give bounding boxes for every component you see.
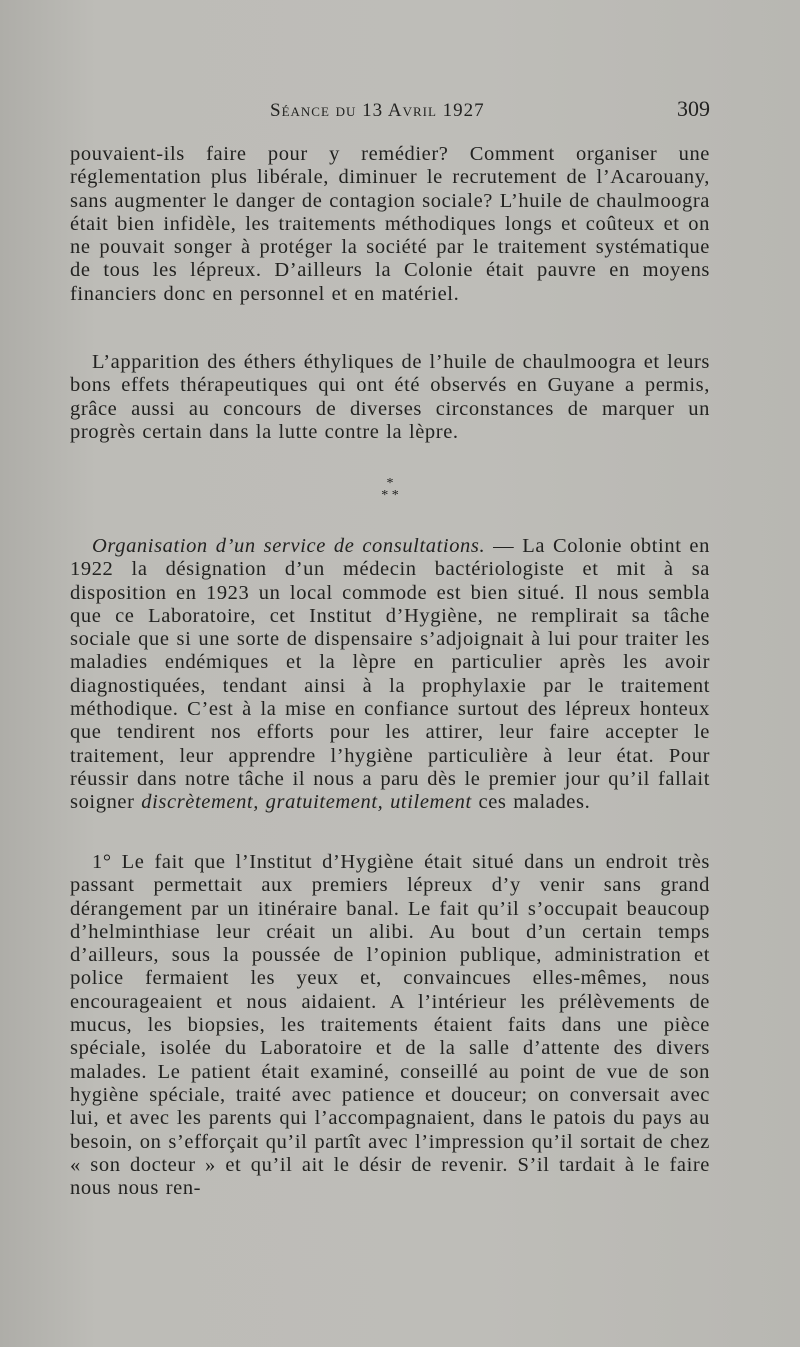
paragraph-body: — La Colonie obtint en 1922 la désignation d’un médecin bactériologiste et mit à sa disposition en 1923 un local commode est bien situé. Il nous sembla que ce Laboratoire, cet Institut d’Hygiène, ne remplirait sa tâche sociale que si une sorte de dispensaire s’adjoignait à lui pour traiter les maladies endémiques et la lèpre en particulier après les avoir diagnostiquées, tendant ainsi à la prophylaxie par le traitement méthodique. C’est à la mise en confiance surtout des lépreux honteux que tendirent nos efforts pour les attirer, leur faire accepter le traitement, leur apprendre l’hygiène particulière à leur état. Pour réussir dans notre tâche il nous a paru dès le premier jour qu’il fallait soigner xyxy=(70,535,710,814)
section-separator xyxy=(350,478,430,502)
asterism-top: * xyxy=(386,476,394,491)
running-head xyxy=(70,96,710,126)
paragraph-point-one xyxy=(70,851,710,1200)
paragraph-tail: ces malades. xyxy=(471,791,591,814)
paragraph-ethers xyxy=(70,351,710,444)
paragraph-text xyxy=(70,535,710,815)
paragraph-text: L’apparition des éthers éthyliques de l’huile de chaulmoogra et leurs bons effets thérapeutiques qui ont été observés en Guyane a permis, grâce aussi au concours de diverses circonstances de marquer un progrès certain dans la lutte contre la lèpre. xyxy=(70,351,710,443)
paragraph-text: pouvaient-ils faire pour y remédier? Comment organiser une réglementation plus libérale, diminuer le recrutement de l’Acarouany, sans augmenter le danger de contagion sociale? L’huile de chaulmoogra était bien infidèle, les traitements méthodiques longs et coûteux et on ne pouvait songer à protéger la société par le traitement systématique de tous les lépreux. D’ailleurs la Colonie était pauvre en moyens financiers donc en personnel et en matériel. xyxy=(70,143,710,305)
section-heading: Organisation d’un service de consultations. xyxy=(92,535,486,557)
paragraph-continuation xyxy=(70,143,710,306)
asterism-bottom: * * xyxy=(381,488,399,503)
page-number: 309 xyxy=(677,96,710,121)
paragraph-text: 1° Le fait que l’Institut d’Hygiène était situé dans un endroit très passant permettait aux premiers lépreux d’y venir sans grand dérangement par un itinéraire banal. Le fait qu’il s’occupait beaucoup d’helminthiase leur créait un alibi. Au bout d’un certain temps d’ailleurs, sous la poussée de l’opinion publique, administration et police fermaient les yeux et, convaincues elles-mêmes, nous encourageaient et nous aidaient. A l’intérieur les prélèvements de mucus, les biopsies, les traitements étaient faits dans une pièce spéciale, isolée du Laboratoire et de la salle d’attente des divers malades. Le patient était examiné, conseillé au point de vue de son hygiène spéciale, traité avec patience et douceur; on conversait avec lui, et avec les parents qui l’accompagnaient, dans le patois du pays au besoin, on s’efforçait qu’il partît avec l’impression qu’il sortait de chez « son docteur » et qu’il ait le désir de revenir. S’il tardait à le faire nous nous ren- xyxy=(70,851,710,1200)
paragraph-organisation xyxy=(70,535,710,815)
running-title: Séance du 13 Avril 1927 xyxy=(270,100,485,121)
emphasis-text: discrètement, gratuitement, utilement xyxy=(141,791,472,814)
